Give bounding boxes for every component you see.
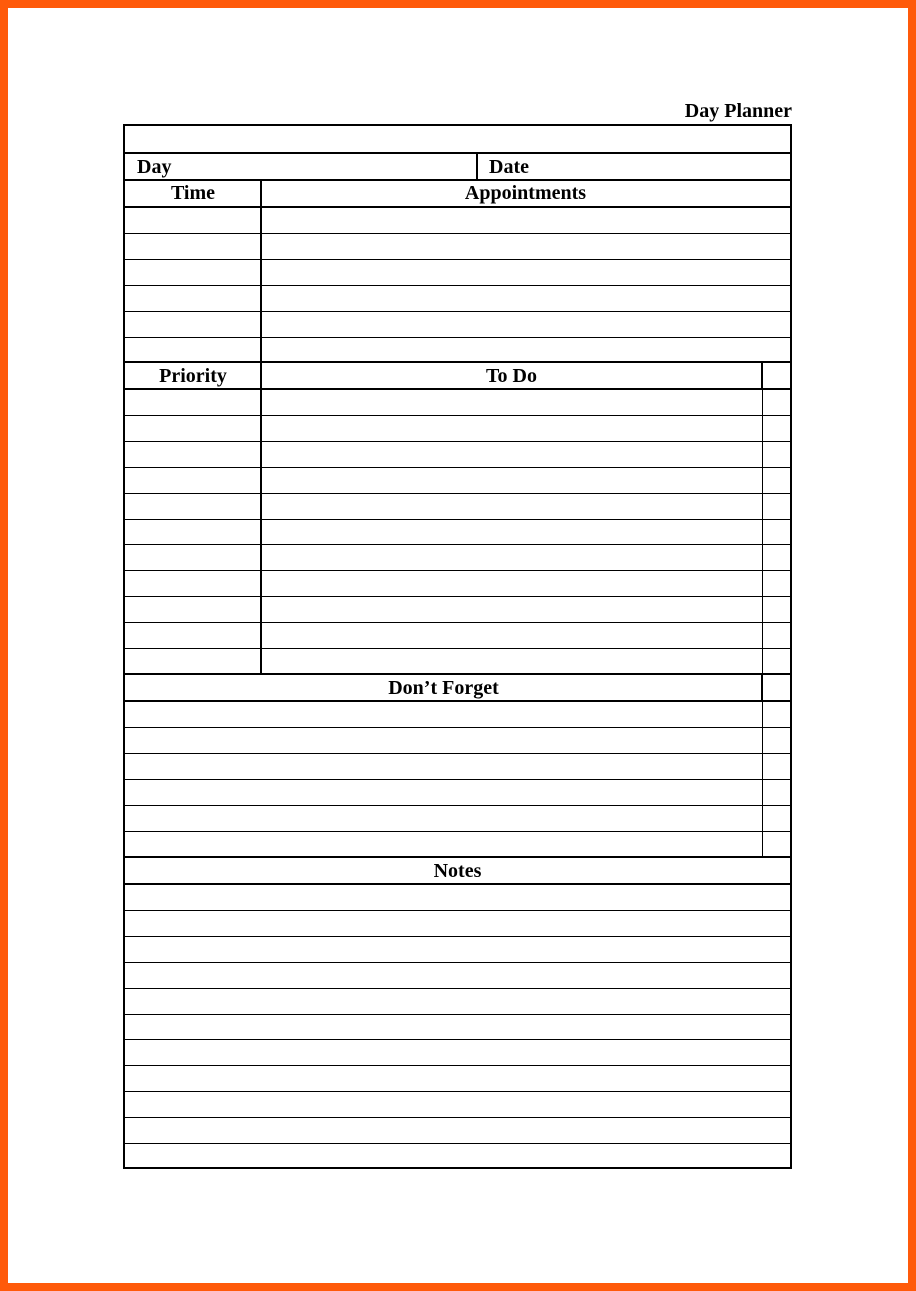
- time-cell[interactable]: [125, 286, 260, 311]
- todo-cell[interactable]: [262, 520, 762, 545]
- notes-line[interactable]: [125, 937, 790, 962]
- notes-line[interactable]: [125, 1092, 790, 1117]
- document-title: Day Planner: [684, 100, 792, 122]
- todo-checkbox[interactable]: [763, 545, 790, 570]
- todo-checkbox[interactable]: [763, 597, 790, 622]
- dont-forget-checkbox[interactable]: [763, 728, 790, 753]
- todo-header: To Do: [486, 365, 537, 387]
- time-header: Time: [170, 182, 216, 204]
- divider: [476, 153, 478, 180]
- todo-checkbox[interactable]: [763, 416, 790, 441]
- date-field[interactable]: [535, 154, 790, 179]
- priority-cell[interactable]: [125, 597, 260, 622]
- dont-forget-checkbox[interactable]: [763, 754, 790, 779]
- dont-forget-cell[interactable]: [125, 702, 762, 727]
- appointment-cell[interactable]: [262, 312, 790, 337]
- appointment-cell[interactable]: [262, 208, 790, 233]
- time-cell[interactable]: [125, 312, 260, 337]
- planner-sheet: [123, 124, 792, 1169]
- notes-line[interactable]: [125, 911, 790, 936]
- priority-cell[interactable]: [125, 390, 260, 415]
- dont-forget-checkbox[interactable]: [763, 702, 790, 727]
- notes-line[interactable]: [125, 885, 790, 910]
- appointment-cell[interactable]: [262, 338, 790, 363]
- priority-cell[interactable]: [125, 623, 260, 648]
- appointments-header: Appointments: [464, 182, 587, 204]
- todo-checkbox[interactable]: [763, 390, 790, 415]
- blank-header-field[interactable]: [125, 126, 790, 151]
- priority-cell[interactable]: [125, 520, 260, 545]
- todo-cell[interactable]: [262, 571, 762, 596]
- todo-cell[interactable]: [262, 390, 762, 415]
- appointment-cell[interactable]: [262, 234, 790, 259]
- time-cell[interactable]: [125, 338, 260, 363]
- priority-cell[interactable]: [125, 649, 260, 674]
- appointment-cell[interactable]: [262, 286, 790, 311]
- time-cell[interactable]: [125, 208, 260, 233]
- notes-line[interactable]: [125, 963, 790, 988]
- todo-checkbox[interactable]: [763, 649, 790, 674]
- time-cell[interactable]: [125, 234, 260, 259]
- notes-line[interactable]: [125, 989, 790, 1014]
- todo-cell[interactable]: [262, 494, 762, 519]
- appointment-cell[interactable]: [262, 260, 790, 285]
- time-cell[interactable]: [125, 260, 260, 285]
- todo-cell[interactable]: [262, 416, 762, 441]
- dont-forget-cell[interactable]: [125, 780, 762, 805]
- todo-cell[interactable]: [262, 597, 762, 622]
- priority-cell[interactable]: [125, 571, 260, 596]
- divider: [761, 674, 763, 701]
- dont-forget-cell[interactable]: [125, 832, 762, 857]
- notes-line[interactable]: [125, 1040, 790, 1065]
- todo-cell[interactable]: [262, 623, 762, 648]
- priority-header: Priority: [159, 365, 227, 387]
- dont-forget-checkbox[interactable]: [763, 806, 790, 831]
- notes-line[interactable]: [125, 1015, 790, 1040]
- todo-checkbox[interactable]: [763, 520, 790, 545]
- priority-cell[interactable]: [125, 416, 260, 441]
- dont-forget-checkbox[interactable]: [763, 832, 790, 857]
- todo-checkbox[interactable]: [763, 623, 790, 648]
- dont-forget-cell[interactable]: [125, 754, 762, 779]
- todo-checkbox[interactable]: [763, 442, 790, 467]
- priority-cell[interactable]: [125, 545, 260, 570]
- todo-cell[interactable]: [262, 649, 762, 674]
- dont-forget-header: Don’t Forget: [388, 677, 499, 699]
- todo-cell[interactable]: [262, 442, 762, 467]
- day-label: Day: [137, 156, 172, 178]
- todo-cell[interactable]: [262, 545, 762, 570]
- todo-cell[interactable]: [262, 468, 762, 493]
- dont-forget-checkbox[interactable]: [763, 780, 790, 805]
- priority-cell[interactable]: [125, 468, 260, 493]
- priority-cell[interactable]: [125, 442, 260, 467]
- notes-line[interactable]: [125, 1118, 790, 1143]
- notes-header: Notes: [433, 860, 482, 882]
- todo-checkbox[interactable]: [763, 571, 790, 596]
- notes-line[interactable]: [125, 1066, 790, 1091]
- dont-forget-cell[interactable]: [125, 728, 762, 753]
- dont-forget-cell[interactable]: [125, 806, 762, 831]
- todo-checkbox[interactable]: [763, 494, 790, 519]
- divider: [761, 362, 763, 389]
- priority-cell[interactable]: [125, 494, 260, 519]
- todo-checkbox[interactable]: [763, 468, 790, 493]
- day-field[interactable]: [175, 154, 475, 179]
- date-label: Date: [489, 156, 529, 178]
- notes-line[interactable]: [125, 1144, 790, 1169]
